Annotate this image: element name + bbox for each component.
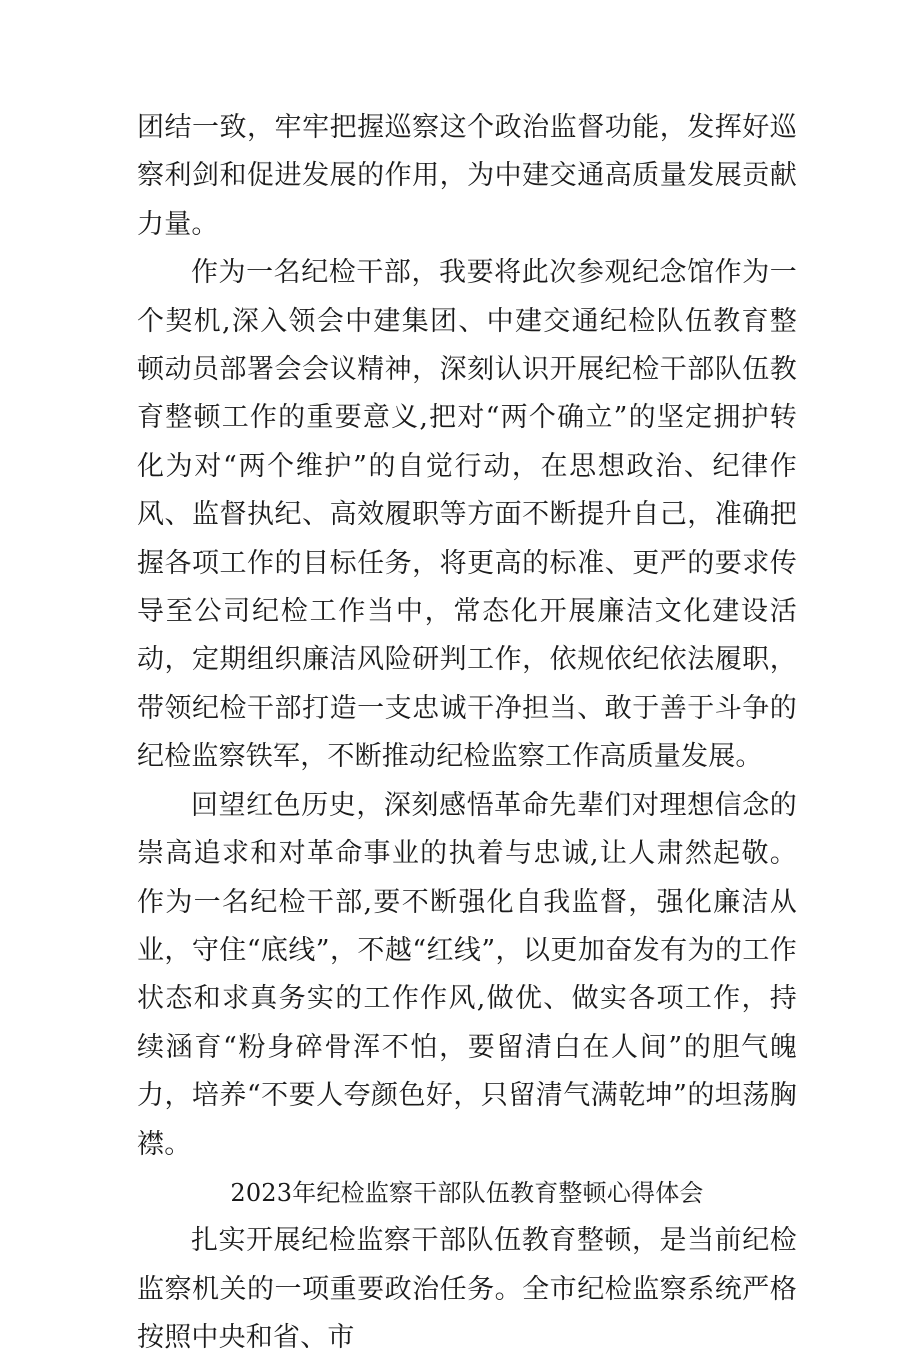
document-body (137, 104, 797, 1363)
paragraph-continuation: 团结一致，牢牢把握巡察这个政治监督功能，发挥好巡察利剑和促进发展的作用，为中建交通高质量发展贡献力量。 (137, 112, 797, 240)
paragraph-new-section: 扎实开展纪检监察干部队伍教育整顿，是当前纪检监察机关的一项重要政治任务。全市纪检监察系统严格按照中央和省、市 (137, 1225, 797, 1354)
paragraph-reflection: 作为一名纪检干部，我要将此次参观纪念馆作为一个契机,深入领会中建集团、中建交通纪检队伍教育整顿动员部署会会议精神，深刻认识开展纪检干部队伍教育整顿工作的重要意义,把对“两个确立”的坚定拥护转化为对“两个维护”的自觉行动，在思想政治、纪律作风、监督执纪、高效履职等方面不断提升自己，准确把握各项工作的目标任务，将更高的标准、更严的要求传导至公司纪检工作当中，常态化开展廉洁文化建设活动，定期组织廉洁风险研判工作，依规依纪依法履职，带领纪检干部打造一支忠诚干净担当、敢于善于斗争的纪检监察铁军，不断推动纪检监察工作高质量发展。 (137, 257, 797, 773)
section-title: 2023年纪检监察干部队伍教育整顿心得体会 (230, 1178, 704, 1207)
paragraph-red-history: 回望红色历史，深刻感悟革命先辈们对理想信念的崇高追求和对革命事业的执着与忠诚,让人肃然起敬。作为一名纪检干部,要不断强化自我监督，强化廉洁从业，守住“底线”，不越“红线”，以更加奋发有为的工作状态和求真务实的工作作风,做优、做实各项工作，持续涵育“粉身碎骨浑不怕，要留清白在人间”的胆气魄力，培养“不要人夸颜色好，只留清气满乾坤”的坦荡胸襟。 (137, 789, 797, 1160)
